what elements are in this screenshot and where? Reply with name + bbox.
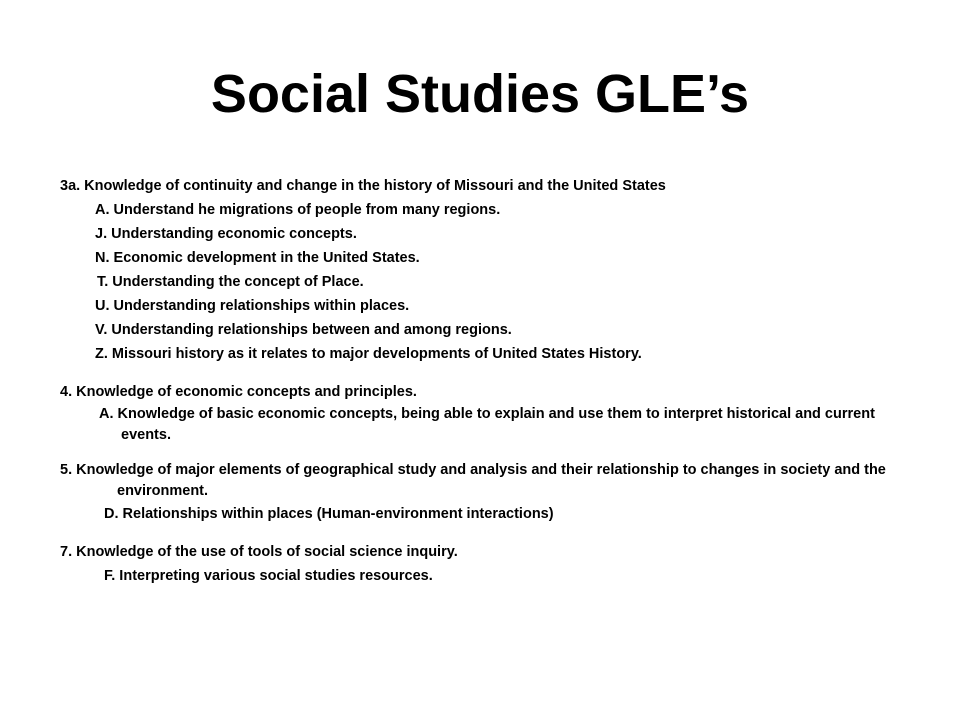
section-3a-item-j: J. Understanding economic concepts. bbox=[95, 226, 357, 242]
spacer bbox=[60, 526, 920, 540]
section-3a-heading: 3a. Knowledge of continuity and change in the history of Missouri and the United States bbox=[60, 178, 666, 194]
section-3a-item-t: T. Understanding the concept of Place. bbox=[97, 274, 364, 290]
spacer bbox=[60, 446, 920, 460]
section-7-item-f: F. Interpreting various social studies resources. bbox=[104, 568, 433, 584]
section-3a-item-a: A. Understand he migrations of people from many regions. bbox=[95, 202, 501, 218]
section-5-heading: 5. Knowledge of major elements of geographical study and analysis and their relationship to changes in society and the environment. bbox=[60, 462, 886, 499]
section-4-item-a: A. Knowledge of basic economic concepts, being able to explain and use them to interpret historical and current events. bbox=[99, 406, 875, 443]
section-3a-item-v: V. Understanding relationships between and among regions. bbox=[95, 322, 512, 338]
slide-title: Social Studies GLE’s bbox=[210, 64, 750, 124]
section-5-item-d: D. Relationships within places (Human-environment interactions) bbox=[104, 506, 554, 522]
section-3a-item-n: N. Economic development in the United States. bbox=[95, 250, 420, 266]
section-3a-item-z: Z. Missouri history as it relates to major developments of United States History. bbox=[95, 346, 642, 362]
spacer bbox=[60, 366, 920, 380]
gle-list bbox=[60, 174, 920, 588]
section-7-heading: 7. Knowledge of the use of tools of social science inquiry. bbox=[60, 544, 458, 560]
section-3a-item-u: U. Understanding relationships within places. bbox=[95, 298, 410, 314]
section-4-heading: 4. Knowledge of economic concepts and principles. bbox=[60, 384, 417, 400]
